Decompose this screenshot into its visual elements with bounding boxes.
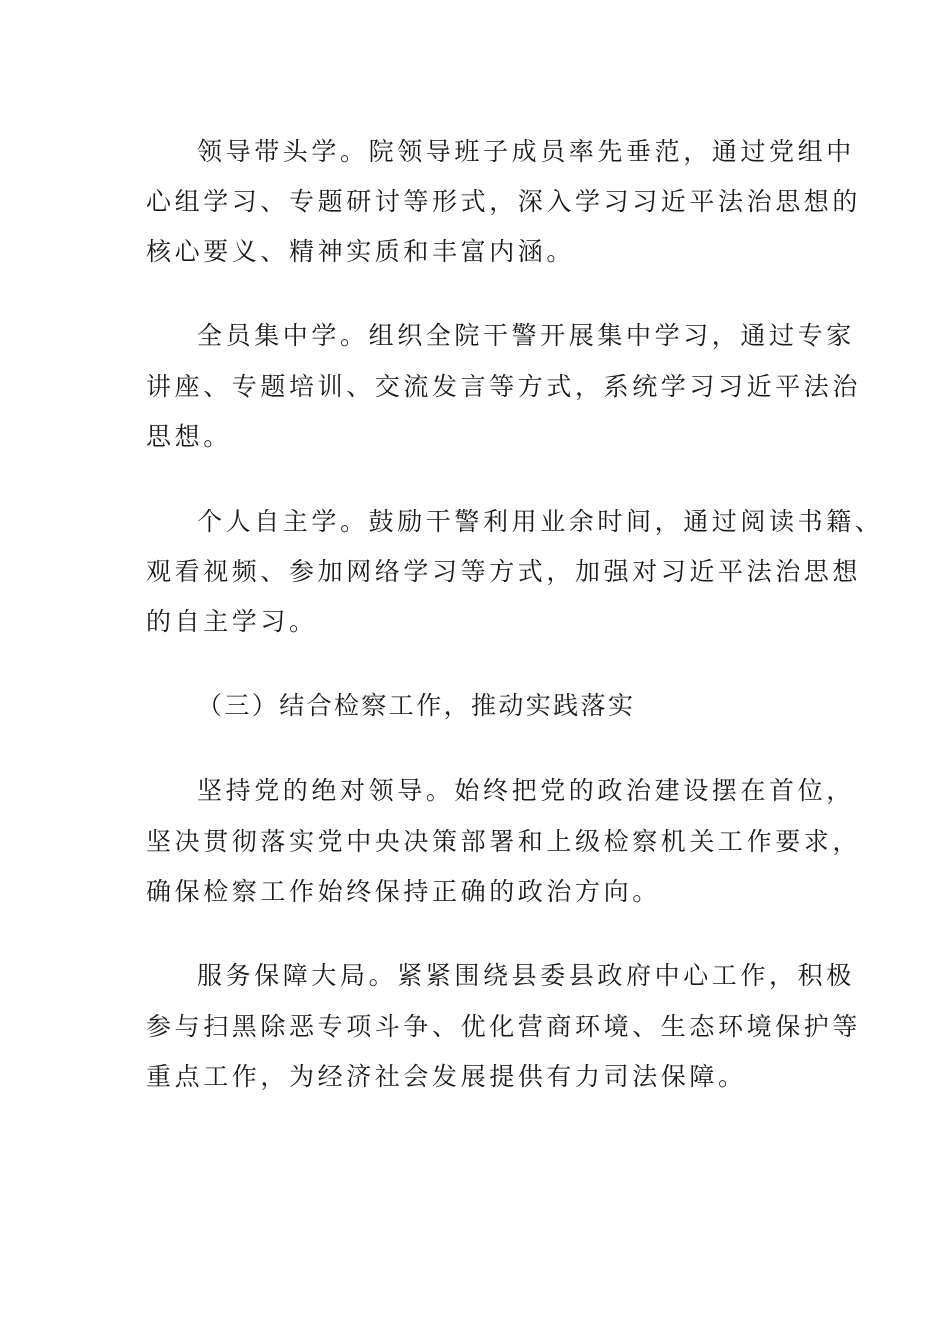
text-line: 坚决贯彻落实党中央决策部署和上级检察机关工作要求， — [146, 827, 862, 856]
text-line: 个人自主学。鼓励干警利用业余时间，通过阅读书籍、 — [197, 507, 884, 536]
text-line: 全员集中学。组织全院干警开展集中学习，通过专家 — [197, 321, 855, 350]
text-line: 重点工作，为经济社会发展提供有力司法保障。 — [146, 1062, 747, 1091]
text-line: 领导带头学。院领导班子成员率先垂范，通过党组中 — [197, 137, 855, 166]
text-line: 核心要义、精神实质和丰富内涵。 — [146, 237, 576, 266]
text-line: 观看视频、参加网络学习等方式，加强对习近平法治思想 — [146, 557, 862, 586]
text-line: 讲座、专题培训、交流发言等方式，系统学习习近平法治 — [146, 372, 862, 401]
text-line: 服务保障大局。紧紧围绕县委县政府中心工作，积极 — [197, 961, 855, 990]
text-line: 思想。 — [146, 422, 232, 451]
text-line: 心组学习、专题研讨等形式，深入学习习近平法治思想的 — [146, 187, 862, 216]
text-line: 坚持党的绝对领导。始终把党的政治建设摆在首位， — [197, 776, 855, 805]
text-line: 的自主学习。 — [146, 607, 318, 636]
text-line: 确保检察工作始终保持正确的政治方向。 — [146, 877, 661, 906]
section-heading-text: （三）结合检察工作，推动实践落实 — [197, 691, 636, 720]
text-line: 参与扫黑除恶专项斗争、优化营商环境、生态环境保护等 — [146, 1012, 862, 1041]
